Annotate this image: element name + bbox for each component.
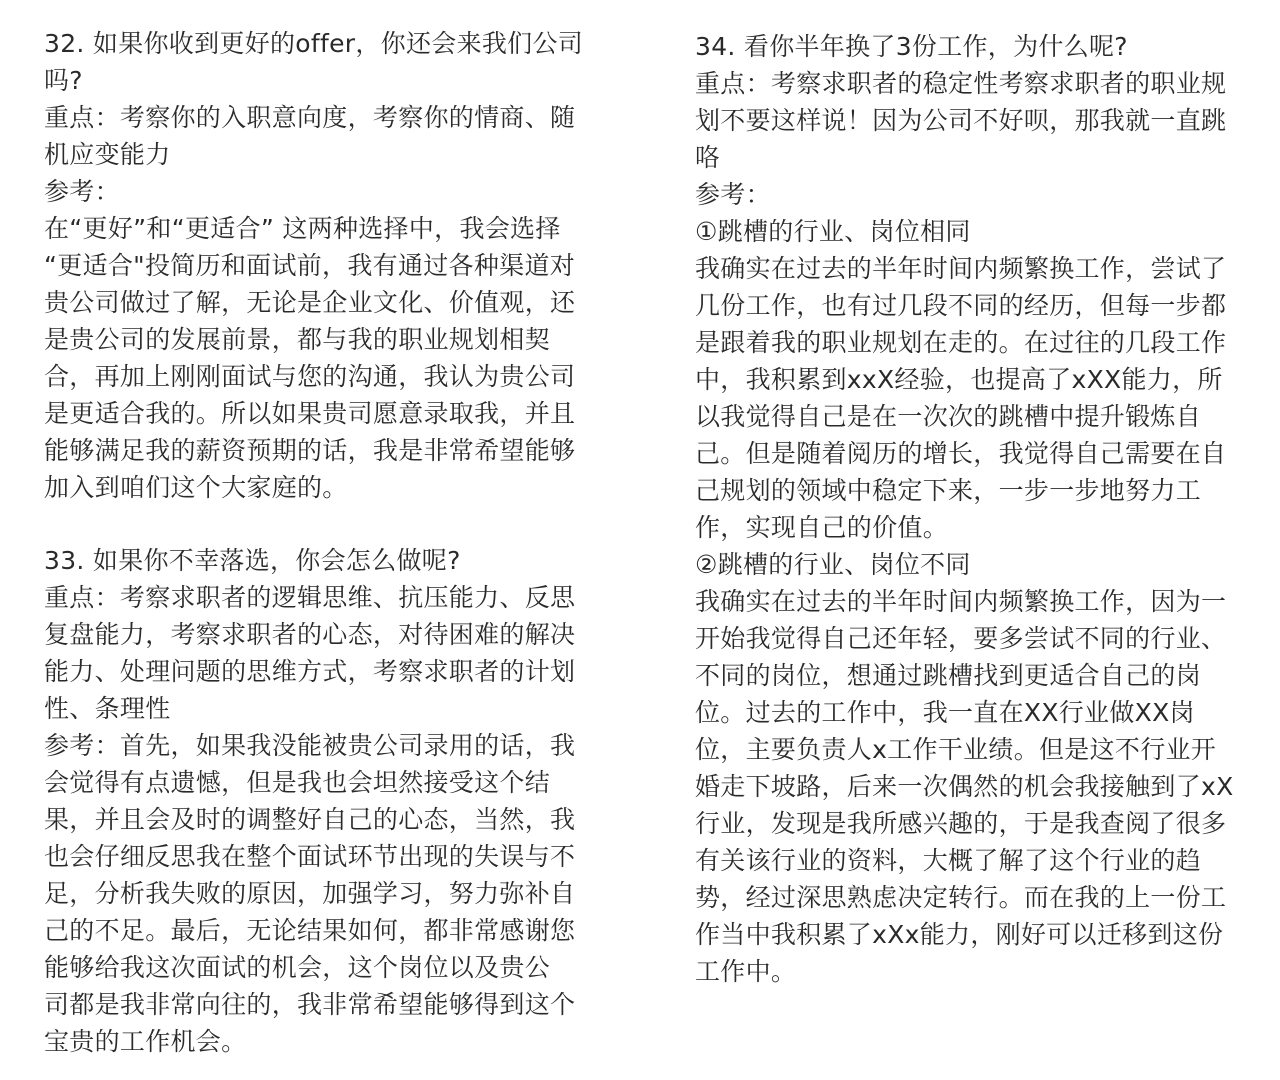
q34-line-7: 我确实在过去的半年时间内频繁换工作，尝试了	[695, 254, 1227, 283]
q34-line-18: 不同的岗位，想通过跳槽找到更适合自己的岗	[695, 661, 1202, 690]
q34-line-10: 中，我积累到xxX经验，也提高了xXX能力，所	[695, 365, 1223, 394]
q34-line-22: 行业，发现是我所感兴趣的，于是我查阅了很多	[695, 809, 1227, 838]
q32-line-10: 合，再加上刚刚面试与您的沟通，我认为贵公司	[44, 362, 576, 391]
q34-line-8: 几份工作，也有过几段不同的经历，但每一步都	[695, 291, 1227, 320]
q33-line-9: 也会仔细反思我在整个面试环节出现的失误与不	[44, 842, 576, 871]
q32-line-3: 重点：考察你的入职意向度，考察你的情商、随	[44, 103, 576, 132]
q32-line-13: 加入到咱们这个大家庭的。	[44, 473, 348, 502]
q34-line-23: 有关该行业的资料，大概了解了这个行业的趋	[695, 846, 1202, 875]
q33-line-10: 足，分析我失败的原因，加强学习，努力弥补自	[44, 879, 576, 908]
q33-line-12: 能够给我这次面试的机会，这个岗位以及贵公	[44, 953, 551, 982]
q34-line-15: ②跳槽的行业、岗位不同	[695, 550, 971, 579]
q34-line-4: 咯	[695, 143, 721, 172]
q34-line-1: 34. 看你半年换了3份工作，为什么呢?	[695, 32, 1128, 61]
q34-line-26: 工作中。	[695, 957, 797, 986]
q34-line-24: 势，经过深思熟虑决定转行。而在我的上一份工	[695, 883, 1227, 912]
q34-line-17: 开始我觉得自己还年轻，要多尝试不同的行业、	[695, 624, 1227, 653]
q34-line-13: 己规划的领域中稳定下来，一步一步地努力工	[695, 476, 1202, 505]
q34-line-16: 我确实在过去的半年时间内频繁换工作，因为一	[695, 587, 1227, 616]
q32-line-11: 是更适合我的。所以如果贵司愿意录取我，并且	[44, 399, 576, 428]
q33-line-1: 33. 如果你不幸落选，你会怎么做呢?	[44, 546, 461, 575]
q33-line-2: 重点：考察求职者的逻辑思维、抗压能力、反思	[44, 583, 576, 612]
q34-line-3: 划不要这样说！因为公司不好呗，那我就一直跳	[695, 106, 1227, 135]
q33-line-13: 司都是我非常向往的，我非常希望能够得到这个	[44, 990, 576, 1019]
q34-line-20: 位，主要负责人x工作干业绩。但是这不行业开	[695, 735, 1217, 764]
q32-line-1: 32. 如果你收到更好的offer，你还会来我们公司	[44, 29, 584, 58]
q34-line-11: 以我觉得自己是在一次次的跳槽中提升锻炼自	[695, 402, 1202, 431]
q32-line-8: 贵公司做过了解，无论是企业文化、价值观，还	[44, 288, 576, 317]
q34-line-25: 作当中我积累了xXx能力，刚好可以迁移到这份	[695, 920, 1224, 949]
q33-line-4: 能力、处理问题的思维方式，考察求职者的计划	[44, 657, 576, 686]
q33-line-3: 复盘能力，考察求职者的心态，对待困难的解决	[44, 620, 576, 649]
q33-line-5: 性、条理性	[44, 694, 171, 723]
q34-line-5: 参考：	[695, 180, 771, 209]
q33-line-14: 宝贵的工作机会。	[44, 1027, 247, 1056]
q32-line-9: 是贵公司的发展前景，都与我的职业规划相契	[44, 325, 551, 354]
q32-line-2: 吗?	[44, 66, 83, 95]
q33-line-6: 参考：首先，如果我没能被贵公司录用的话，我	[44, 731, 576, 760]
q32-line-4: 机应变能力	[44, 140, 171, 169]
q33-line-7: 会觉得有点遗憾，但是我也会坦然接受这个结	[44, 768, 551, 797]
q32-line-12: 能够满足我的薪资预期的话，我是非常希望能够	[44, 436, 576, 465]
q33-line-8: 果，并且会及时的调整好自己的心态，当然，我	[44, 805, 576, 834]
q34-line-21: 婚走下坡路，后来一次偶然的机会我接触到了xX	[695, 772, 1234, 801]
q34-line-12: 己。但是随着阅历的增长，我觉得自己需要在自	[695, 439, 1227, 468]
q33-line-11: 己的不足。最后，无论结果如何，都非常感谢您	[44, 916, 576, 945]
q34-line-9: 是跟着我的职业规划在走的。在过往的几段工作	[695, 328, 1227, 357]
q32-line-7: “更适合"投简历和面试前，我有通过各种渠道对	[44, 251, 576, 280]
q34-line-6: ①跳槽的行业、岗位相同	[695, 217, 971, 246]
q34-line-14: 作，实现自己的价值。	[695, 513, 949, 542]
q32-line-5: 参考：	[44, 177, 120, 206]
q34-line-2: 重点：考察求职者的稳定性考察求职者的职业规	[695, 69, 1227, 98]
q34-line-19: 位。过去的工作中，我一直在XX行业做XX岗	[695, 698, 1195, 727]
q32-line-6: 在“更好”和“更适合” 这两种选择中，我会选择	[44, 214, 561, 243]
